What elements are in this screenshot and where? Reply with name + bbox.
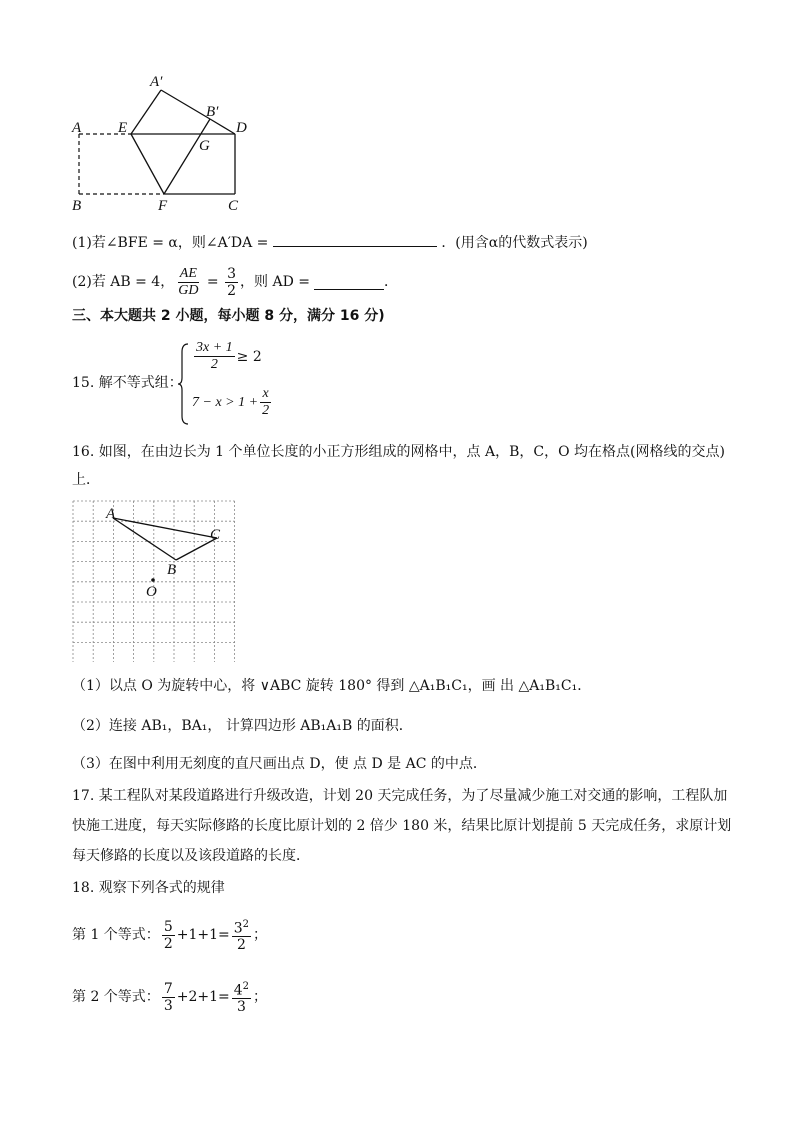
q15-brace — [178, 342, 190, 426]
edge-b-prime-f — [164, 119, 210, 194]
q18-eq1-rhs-base: 3 — [233, 920, 243, 937]
q14-p1-prefix: (1)若∠BFE = α，则∠A′DA = — [72, 235, 269, 251]
label-a: A — [72, 120, 82, 136]
edge-ef — [131, 134, 164, 194]
q14-p2-answer-blank[interactable] — [314, 275, 384, 290]
q18-eq2-rhs-exp: 2 — [242, 980, 250, 992]
folded-rectangle-figure — [60, 66, 260, 216]
q14-fraction-ae-gd — [176, 266, 200, 299]
section-3-heading: 三、本大题共 2 小题，每小题 8 分，满分 16 分) — [72, 308, 385, 324]
q14-part1 — [72, 232, 588, 253]
q16-part2: （2）连接 AB₁，BA₁， 计算四边形 AB₁A₁B 的面积． — [72, 718, 413, 734]
q15-ineq2-den: 2 — [262, 403, 270, 418]
q18-eq2-rhs-fraction — [232, 979, 251, 1016]
label-b: B — [72, 198, 82, 214]
q18-eq1-end: ； — [253, 927, 268, 943]
q14-frac2-den: 2 — [227, 282, 237, 299]
q14-part2 — [72, 260, 398, 304]
q15-ineq1-rhs: ≥ 2 — [236, 348, 262, 365]
q18-eq1-den: 2 — [163, 935, 173, 952]
q16-part3: （3）在图中利用无刻度的直尺画出点 D，使 点 D 是 AC 的中点． — [72, 756, 487, 772]
q14-frac-den: GD — [178, 282, 199, 298]
q18-eq1-num: 5 — [163, 918, 173, 935]
q16-stem-line2: 上． — [72, 472, 100, 488]
q18-eq2-num: 7 — [163, 980, 173, 997]
grid-label-c: C — [210, 527, 221, 543]
edge-a-prime-b-prime — [161, 90, 210, 119]
label-d: D — [236, 120, 247, 136]
q14-p1-suffix: ．(用含α的代数式表示) — [441, 235, 588, 251]
q14-frac2-num: 3 — [227, 265, 237, 282]
q18-eq1-mid: +1+1= — [176, 927, 230, 943]
point-o — [151, 578, 155, 582]
q17-line2: 快施工进度，每天实际修路的长度比原计划的 2 倍少 180 米，结果比原计划提前 5 天完成任务，求原计划 — [72, 818, 732, 834]
label-f: F — [158, 198, 168, 214]
q17-line1: 17. 某工程队对某段道路进行升级改造，计划 20 天完成任务，为了尽量减少施工对交通的影响，工程队加 — [72, 788, 728, 804]
q18-eq1-rhs-exp: 2 — [242, 918, 250, 930]
q14-p1-answer-blank[interactable] — [273, 232, 437, 247]
q16-part1: （1）以点 O 为旋转中心，将 ∨ABC 旋转 180° 得到 △A₁B₁C₁，画 出 △A₁B₁C₁． — [72, 678, 592, 694]
grid-label-a: A — [106, 506, 116, 522]
q15-ineq1-den: 2 — [210, 357, 218, 372]
label-e: E — [118, 120, 128, 136]
q18-eq1-rhs-num — [232, 917, 251, 938]
q18-eq2-rhs-num — [232, 979, 251, 1000]
q15-ineq2-num: x — [262, 386, 269, 401]
q16-stem-line1: 16. 如图，在由边长为 1 个单位长度的小正方形组成的网格中，点 A，B，C，O 均在格点(网格线的交点) — [72, 444, 725, 460]
q18-eq2-fraction — [162, 981, 175, 1014]
label-c: C — [228, 198, 239, 214]
label-a-prime: A′ — [150, 74, 163, 90]
edge-b-prime-d — [210, 119, 235, 134]
q18-equation-1 — [72, 912, 267, 958]
q18-eq2-rhs-den: 3 — [236, 999, 246, 1016]
q18-stem: 18. 观察下列各式的规律 — [72, 880, 225, 896]
q18-equation-2 — [72, 974, 267, 1020]
q18-eq2-mid: +2+1= — [176, 989, 230, 1005]
grid-label-b: B — [167, 562, 177, 578]
q15-ineq2-fraction — [260, 386, 271, 419]
q15-ineq2-lhs: 7 − x > 1 + — [192, 394, 259, 410]
q18-eq1-rhs-fraction — [232, 917, 251, 954]
q18-eq2-end: ； — [253, 989, 268, 1005]
edge-ea-prime — [131, 90, 161, 134]
q15-label: 15. 解不等式组： — [72, 375, 183, 391]
q18-eq2-label: 第 2 个等式： — [72, 989, 160, 1005]
q14-equals: = — [202, 274, 224, 290]
label-g: G — [199, 138, 210, 154]
q15-ineq1-fraction — [194, 340, 235, 373]
q18-eq1-label: 第 1 个等式： — [72, 927, 160, 943]
q14-p2-suffix: ． — [383, 274, 398, 290]
q15-inequality-2 — [192, 386, 273, 419]
q18-eq2-den: 3 — [163, 997, 173, 1014]
q17-line3: 每天修路的长度以及该段道路的长度． — [72, 848, 310, 864]
q18-eq1-rhs-den: 2 — [236, 937, 246, 954]
q14-p2-mid: ，则 AD = — [240, 274, 310, 290]
q16-grid-figure — [72, 500, 236, 662]
label-b-prime: B′ — [206, 104, 219, 120]
grid-label-o: O — [146, 584, 157, 600]
q18-eq2-rhs-base: 4 — [233, 982, 243, 999]
q14-p2-prefix: (2)若 AB = 4， — [72, 274, 175, 290]
q18-eq1-fraction — [162, 919, 175, 952]
q15-inequality-1 — [192, 340, 262, 373]
q14-frac-num: AE — [179, 265, 197, 281]
q14-fraction-3-2 — [225, 266, 238, 299]
q15-ineq1-num: 3x + 1 — [196, 340, 233, 355]
